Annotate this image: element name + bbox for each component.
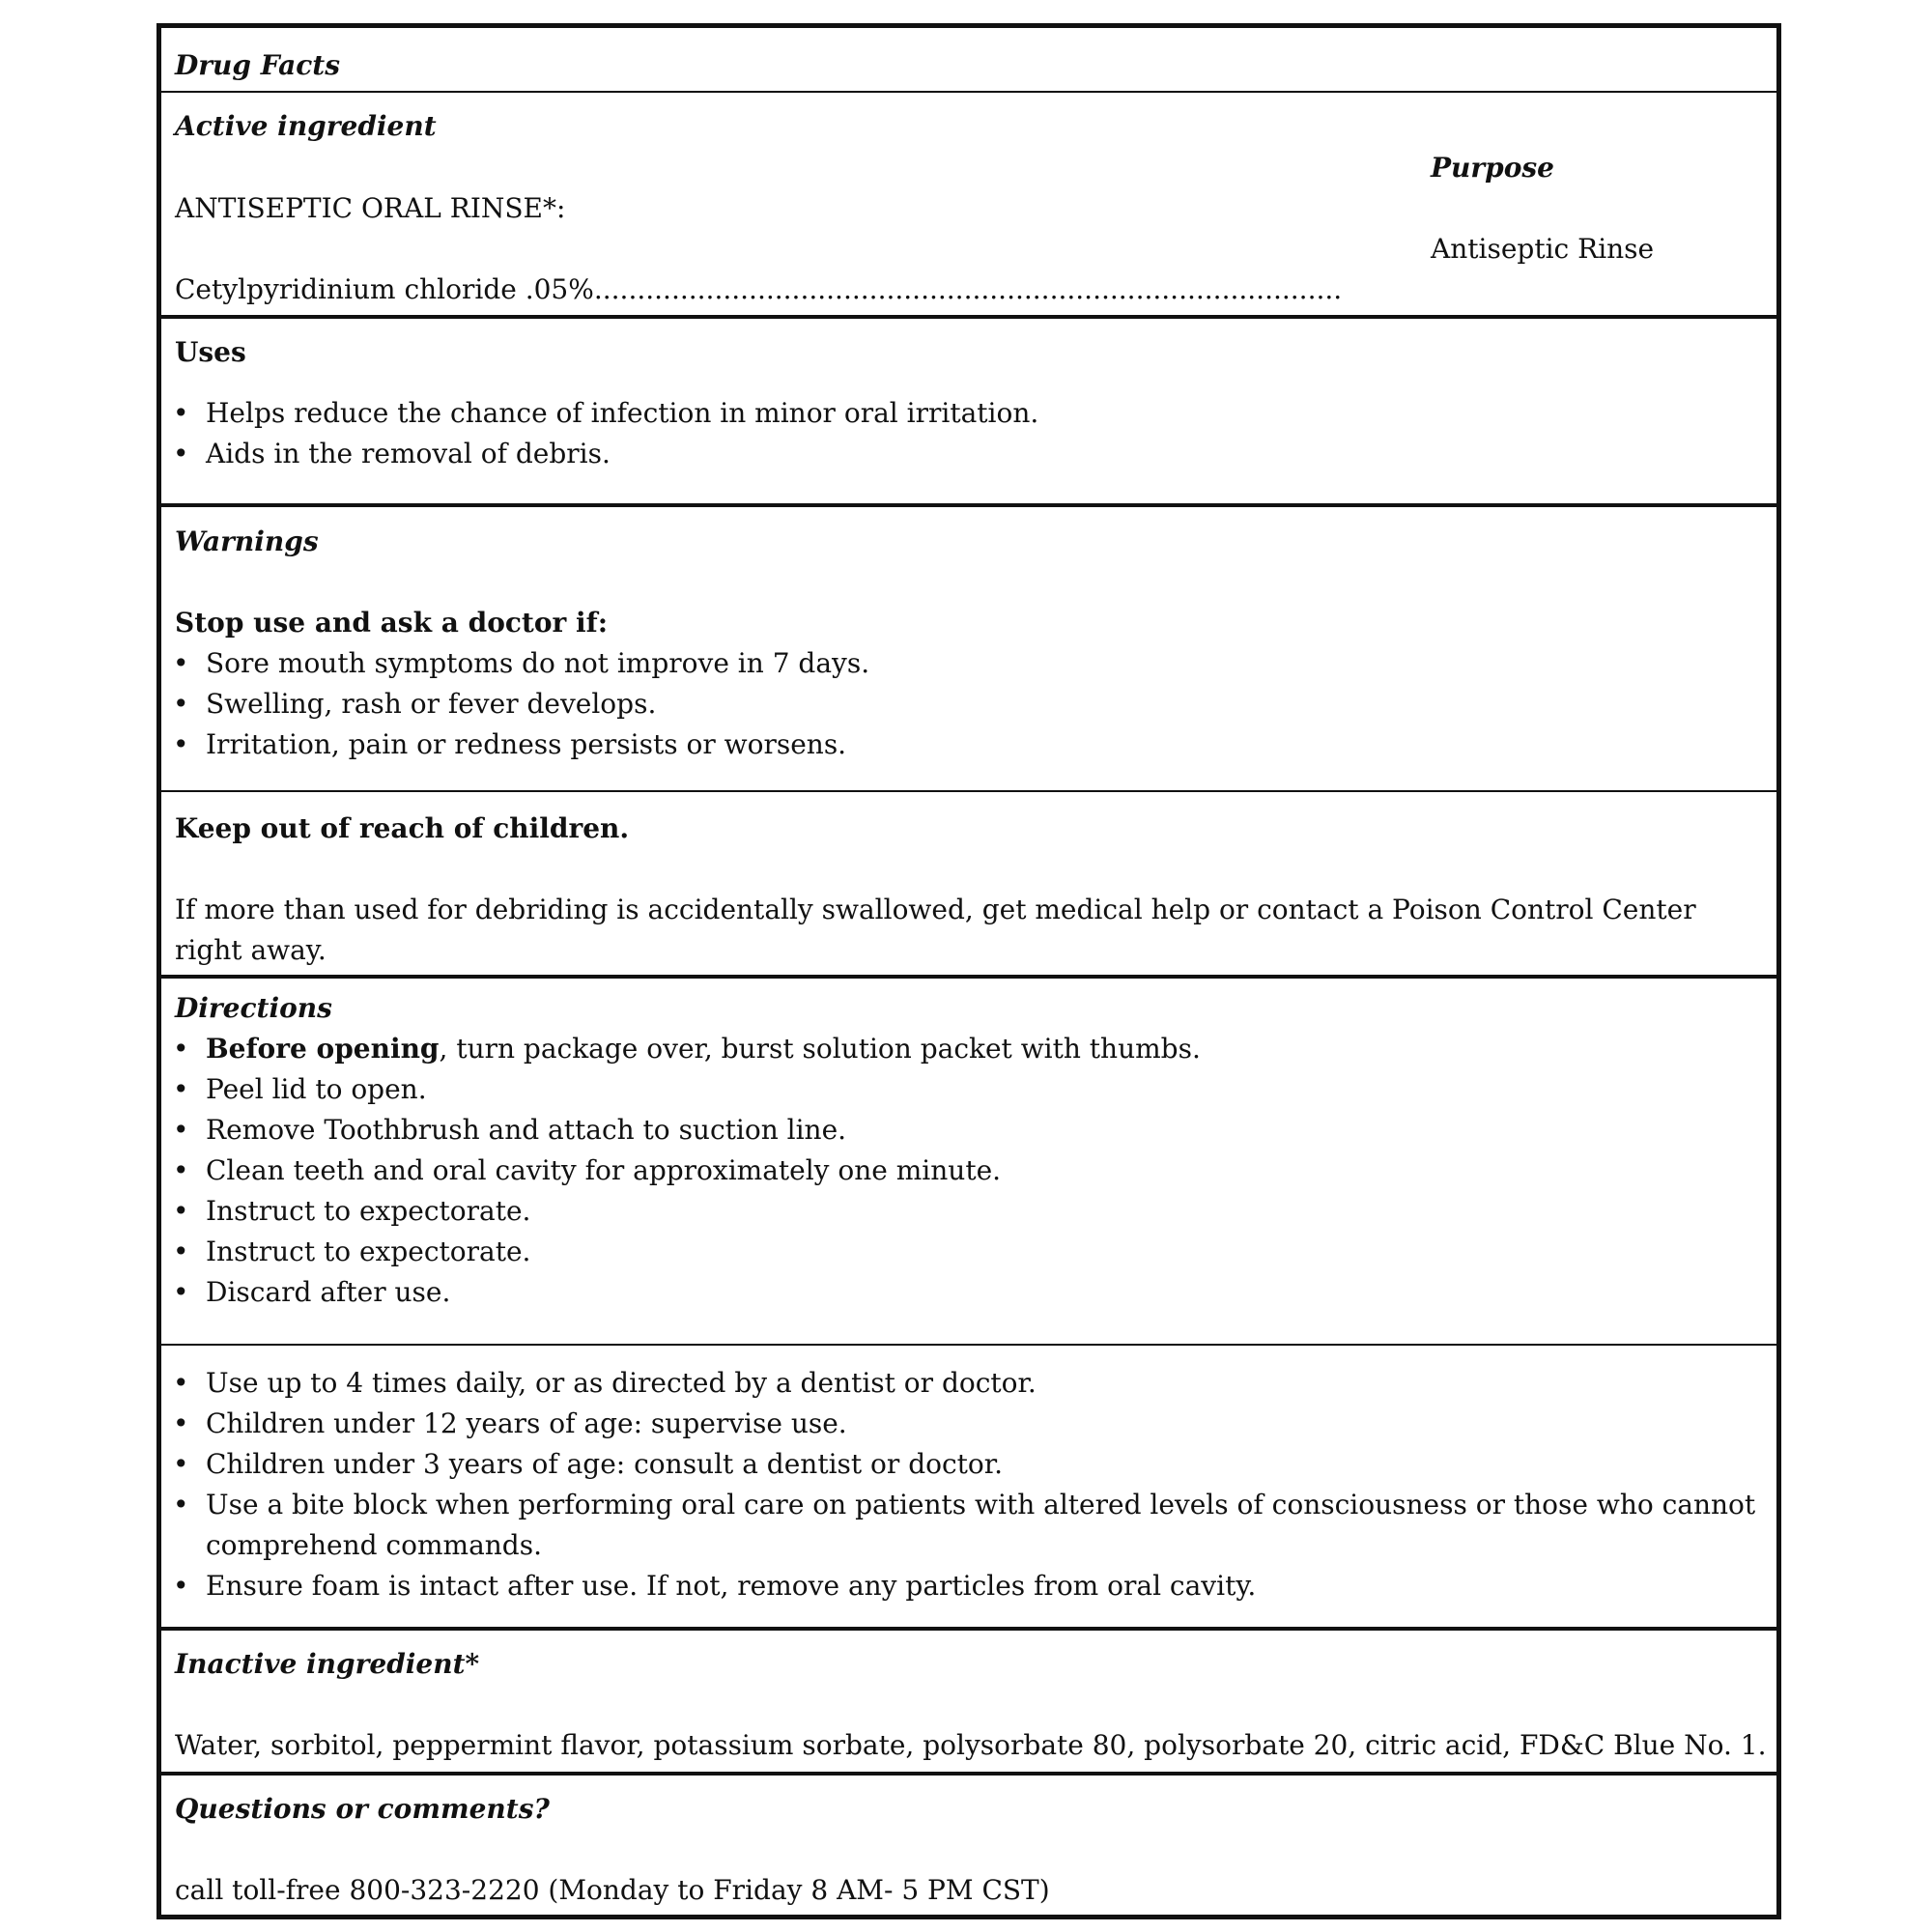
questions-section bbox=[161, 1776, 1776, 1920]
directions-more-section bbox=[161, 1346, 1776, 1616]
inactive-ingredient-section bbox=[161, 1631, 1776, 1771]
active-ingredient-section bbox=[161, 93, 1776, 342]
list-item: • Instruct to expectorate. bbox=[173, 1191, 1201, 1232]
keep-out-heading: Keep out of reach of children. bbox=[175, 812, 630, 844]
keep-out-section bbox=[161, 792, 1776, 978]
list-item: • Instruct to expectorate. bbox=[173, 1232, 1201, 1272]
drug-facts-label bbox=[156, 23, 1781, 1919]
list-item: • Discard after use. bbox=[173, 1272, 1201, 1313]
list-item: • Peel lid to open. bbox=[173, 1069, 1201, 1110]
warnings-section bbox=[161, 507, 1776, 793]
before-opening-label: Before opening bbox=[206, 1033, 440, 1065]
list-item: • Use up to 4 times daily, or as directed by a dentist or doctor. bbox=[173, 1363, 1757, 1404]
list-item: • Helps reduce the chance of infection in minor oral irritation. bbox=[173, 393, 1038, 434]
directions-section bbox=[161, 979, 1776, 1365]
list-item: • Aids in the removal of debris. bbox=[173, 434, 1038, 474]
directions-more-list bbox=[173, 1363, 1757, 1606]
warnings-subheading: Stop use and ask a doctor if: bbox=[175, 607, 609, 639]
list-item: • Children under 12 years of age: supervise use. bbox=[173, 1404, 1757, 1444]
uses-heading: Uses bbox=[175, 336, 246, 368]
list-item: • Ensure foam is intact after use. If not, remove any particles from oral cavity. bbox=[173, 1566, 1757, 1606]
uses-section bbox=[161, 319, 1776, 507]
list-item: • Clean teeth and oral cavity for approximately one minute. bbox=[173, 1151, 1201, 1191]
directions-heading: Directions bbox=[175, 992, 332, 1024]
before-opening-text: , turn package over, burst solution packet with thumbs. bbox=[439, 1033, 1201, 1065]
active-category: ANTISEPTIC ORAL RINSE*: bbox=[175, 192, 566, 224]
list-item: • Remove Toothbrush and attach to suction line. bbox=[173, 1110, 1201, 1151]
list-item: • Children under 3 years of age: consult a dentist or doctor. bbox=[173, 1444, 1757, 1485]
list-item bbox=[173, 1029, 1201, 1069]
keep-out-text: If more than used for debriding is accidentally swallowed, get medical help or contact a Poison Control Center right away. bbox=[175, 894, 1696, 966]
inactive-ingredient-text: Water, sorbitol, peppermint flavor, potassium sorbate, polysorbate 80, polysorbate 20, citric acid, FD&C Blue No. 1. bbox=[175, 1729, 1767, 1761]
inactive-ingredient-heading: Inactive ingredient* bbox=[175, 1648, 480, 1680]
active-ingredient-heading: Active ingredient bbox=[175, 110, 437, 142]
list-item: • Sore mouth symptoms do not improve in 7 days. bbox=[173, 643, 869, 684]
questions-text: call toll-free 800-323-2220 (Monday to Friday 8 AM- 5 PM CST) bbox=[175, 1874, 1050, 1906]
list-item: • Use a bite block when performing oral care on patients with altered levels of consciousness or those who cannot comprehend commands. bbox=[173, 1485, 1757, 1566]
list-item: • Irritation, pain or redness persists or worsens. bbox=[173, 724, 869, 765]
active-ingredient-line: Cetylpyridinium chloride .05%....................................................................................... bbox=[175, 273, 1343, 305]
active-purpose: Antiseptic Rinse bbox=[1431, 233, 1655, 265]
drug-facts-title: Drug Facts bbox=[175, 49, 340, 81]
list-item: • Swelling, rash or fever develops. bbox=[173, 684, 869, 724]
warnings-heading: Warnings bbox=[175, 526, 319, 557]
warnings-list bbox=[173, 643, 869, 765]
uses-list bbox=[173, 393, 1038, 474]
questions-heading: Questions or comments? bbox=[175, 1793, 550, 1825]
directions-list bbox=[173, 1029, 1201, 1313]
purpose-heading: Purpose bbox=[1431, 152, 1554, 184]
